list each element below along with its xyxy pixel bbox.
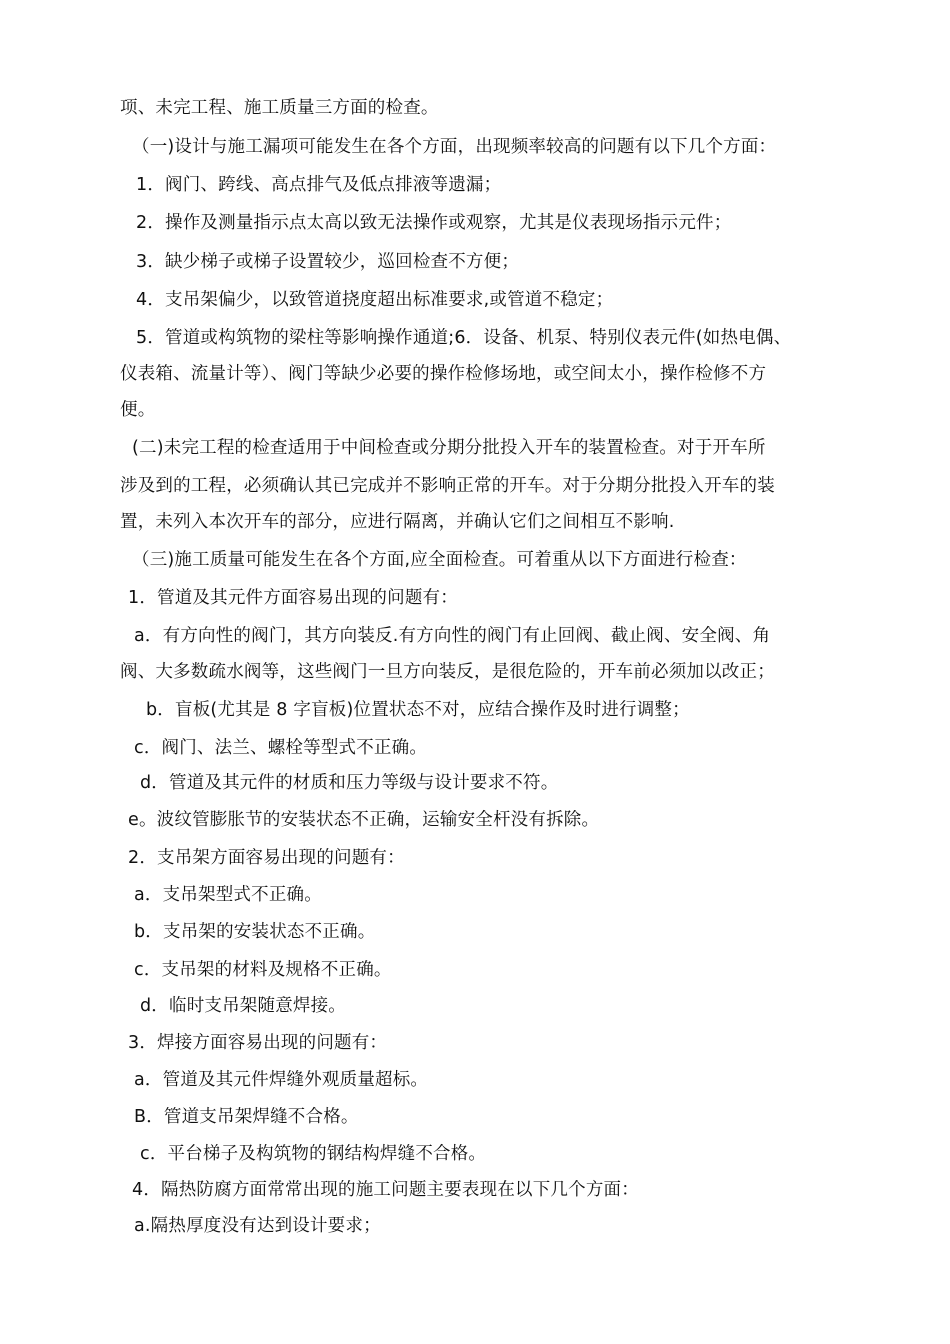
text-line: 3．缺少梯子或梯子设置较少，巡回检查不方便； (136, 252, 520, 272)
text-line: a．管道及其元件焊缝外观质量超标。 (134, 1070, 429, 1090)
text-line: a.隔热厚度没有达到设计要求； (134, 1216, 381, 1236)
text-line: 仪表箱、流量计等）、阀门等缺少必要的操作检修场地，或空间太小，操作检修不方 (120, 364, 767, 384)
text-line: a．有方向性的阀门，其方向装反.有方向性的阀门有止回阀、截止阀、安全阀、角 (134, 626, 771, 646)
text-line: b．盲板(尤其是 8 字盲板)位置状态不对，应结合操作及时进行调整； (146, 700, 690, 720)
text-line: (二)未完工程的检查适用于中间检查或分期分批投入开车的装置检查。对于开车所 (132, 438, 766, 458)
text-line: c．支吊架的材料及规格不正确。 (134, 960, 392, 980)
text-line: （三)施工质量可能发生在各个方面,应全面检查。可着重从以下方面进行检查： (132, 550, 747, 570)
text-line: d．临时支吊架随意焊接。 (140, 996, 347, 1016)
text-line: d．管道及其元件的材质和压力等级与设计要求不符。 (140, 773, 559, 793)
text-line: 3．焊接方面容易出现的问题有： (128, 1033, 388, 1053)
text-line: 置，未列入本次开车的部分，应进行隔离，并确认它们之间相互不影响. (120, 512, 675, 532)
text-line: 项、未完工程、施工质量三方面的检查。 (120, 98, 439, 118)
text-line: 涉及到的工程，必须确认其已完成并不影响正常的开车。对于分期分批投入开车的装 (120, 476, 775, 496)
text-line: c．阀门、法兰、螺栓等型式不正确。 (134, 738, 428, 758)
text-line: 1．管道及其元件方面容易出现的问题有： (128, 588, 458, 608)
text-line: 1．阀门、跨线、高点排气及低点排液等遗漏； (136, 175, 502, 195)
text-line: 5．管道或构筑物的梁柱等影响操作通道;6．设备、机泵、特别仪表元件(如热电偶、 (136, 328, 792, 348)
text-line: B．管道支吊架焊缝不合格。 (134, 1107, 359, 1127)
text-line: 阀、大多数疏水阀等，这些阀门一旦方向装反，是很危险的，开车前必须加以改正； (120, 662, 775, 682)
text-line: （一)设计与施工漏项可能发生在各个方面，出现频率较高的问题有以下几个方面： (132, 137, 777, 157)
text-line: 2．支吊架方面容易出现的问题有： (128, 848, 405, 868)
text-line: 4．支吊架偏少，以致管道挠度超出标准要求,或管道不稳定； (136, 290, 614, 310)
text-line: b．支吊架的安装状态不正确。 (134, 922, 376, 942)
text-line: e。波纹管膨胀节的安装状态不正确，运输安全杆没有拆除。 (128, 810, 600, 830)
text-line: 便。 (120, 400, 156, 420)
text-line: 2．操作及测量指示点太高以致无法操作或观察，尤其是仪表现场指示元件； (136, 213, 732, 233)
text-line: a．支吊架型式不正确。 (134, 885, 322, 905)
text-line: 4．隔热防腐方面常常出现的施工问题主要表现在以下几个方面： (132, 1180, 639, 1200)
text-line: c．平台梯子及构筑物的钢结构焊缝不合格。 (140, 1144, 487, 1164)
